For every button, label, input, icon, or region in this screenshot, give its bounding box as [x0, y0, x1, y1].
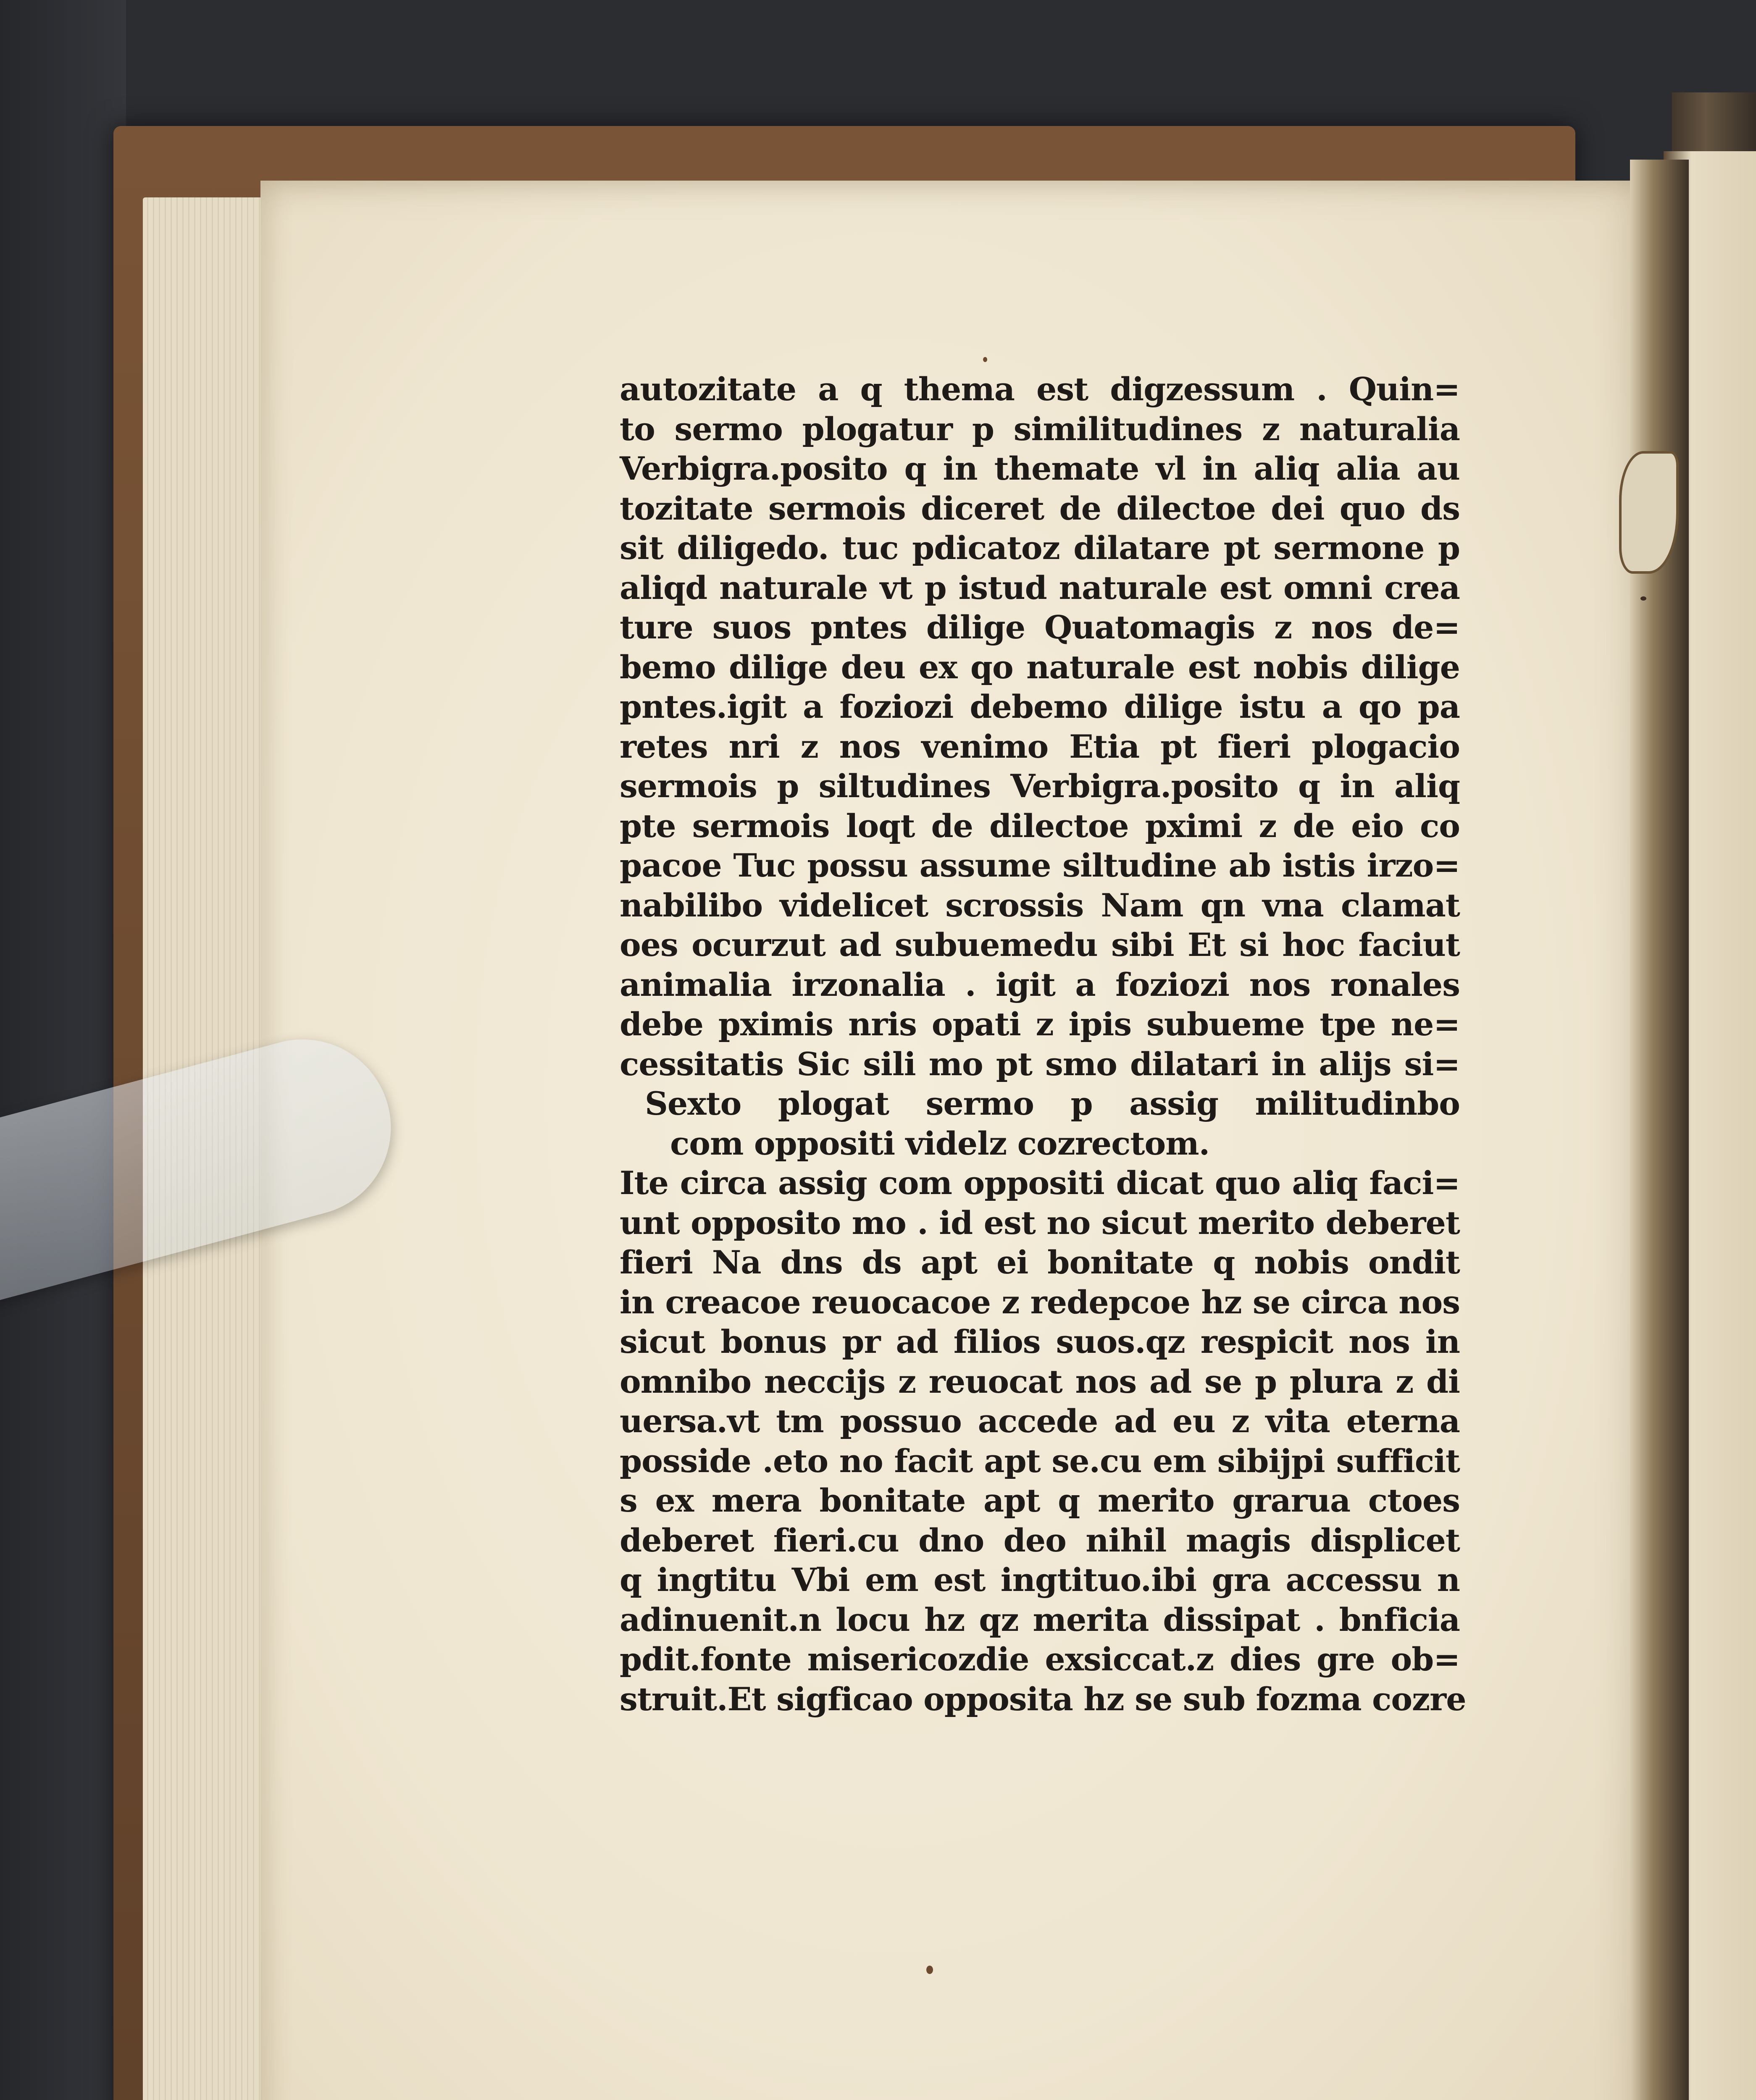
text-line: pdit.fonte misericozdie exsiccat.z dies gre ob= [620, 1641, 1460, 1678]
text-line: unt opposito mo . id est no sicut merito deberet [620, 1204, 1460, 1242]
text-line: autozitate a q thema est digzessum . Quin= [620, 370, 1460, 408]
printed-text-block [620, 370, 1466, 1719]
text-line: Ite circa assig com oppositi dicat quo aliq faci= [620, 1164, 1460, 1202]
text-line: sicut bonus pr ad filios suos.qz respicit nos in [620, 1323, 1460, 1360]
text-line: bemo dilige deu ex qo naturale est nobis dilige [620, 648, 1460, 686]
text-line: uersa.vt tm possuo accede ad eu z vita eterna [620, 1402, 1460, 1440]
text-line: cessitatis Sic sili mo pt smo dilatari in alijs si= [620, 1045, 1460, 1083]
text-line: to sermo plogatur p similitudines z naturalia [620, 410, 1460, 448]
text-line: Sexto plogat sermo p assig militudinbo [645, 1085, 1460, 1122]
text-line: sermois p siltudines Verbigra.posito q in aliq [620, 767, 1460, 805]
text-line: oes ocurzut ad subuemedu sibi Et si hoc faciut [620, 926, 1460, 963]
page-damage [1622, 454, 1676, 571]
text-line: com oppositi videlz cozrectom. [670, 1124, 1210, 1162]
text-line: ture suos pntes dilige Quatomagis z nos de= [620, 609, 1460, 646]
page-gutter [1630, 160, 1689, 2100]
text-line: tozitate sermois diceret de dilectoe dei quo ds [620, 489, 1460, 527]
text-line: fieri Na dns ds apt ei bonitate q nobis ondit [620, 1244, 1460, 1281]
paper-speck [926, 1966, 933, 1974]
text-line: posside .eto no facit apt se.cu em sibijpi sufficit [620, 1442, 1460, 1480]
text-line: retes nri z nos venimo Etia pt fieri plogacio [620, 727, 1460, 765]
ink-spot [1640, 596, 1646, 601]
paper-speck [983, 357, 987, 362]
text-line: in creacoe reuocacoe z redepcoe hz se circa nos [620, 1283, 1460, 1321]
text-line: adinuenit.n locu hz qz merita dissipat . bnficia [620, 1601, 1460, 1638]
text-line: animalia irzonalia . igit a foziozi nos ronales [620, 966, 1460, 1003]
text-line: s ex mera bonitate apt q merito grarua ctoes [620, 1482, 1460, 1519]
text-line: omnibo neccijs z reuocat nos ad se p plura z di [620, 1362, 1460, 1400]
text-line: q ingtitu Vbi em est ingtituo.ibi gra accessu n [620, 1561, 1460, 1599]
background [0, 0, 126, 2100]
text-line: Verbigra.posito q in themate vl in aliq alia au [620, 450, 1460, 487]
text-line: nabilibo videlicet scrossis Nam qn vna clamat [620, 886, 1460, 924]
text-line: debe pximis nris opati z ipis subueme tpe ne= [620, 1005, 1460, 1043]
text-line: struit.Et sigficao opposita hz se sub fozma cozre [620, 1680, 1466, 1718]
text-line: aliqd naturale vt p istud naturale est omni crea [620, 569, 1460, 606]
text-line: pntes.igit a foziozi debemo dilige istu a qo pa [620, 688, 1460, 725]
text-line: pacoe Tuc possu assume siltudine ab istis irzo= [620, 847, 1460, 884]
text-line: pte sermois loqt de dilectoe pximi z de eio co [620, 807, 1460, 845]
text-line: sit diligedo. tuc pdicatoz dilatare pt sermone p [620, 529, 1460, 567]
text-line: deberet fieri.cu dno deo nihil magis displicet [620, 1521, 1460, 1559]
